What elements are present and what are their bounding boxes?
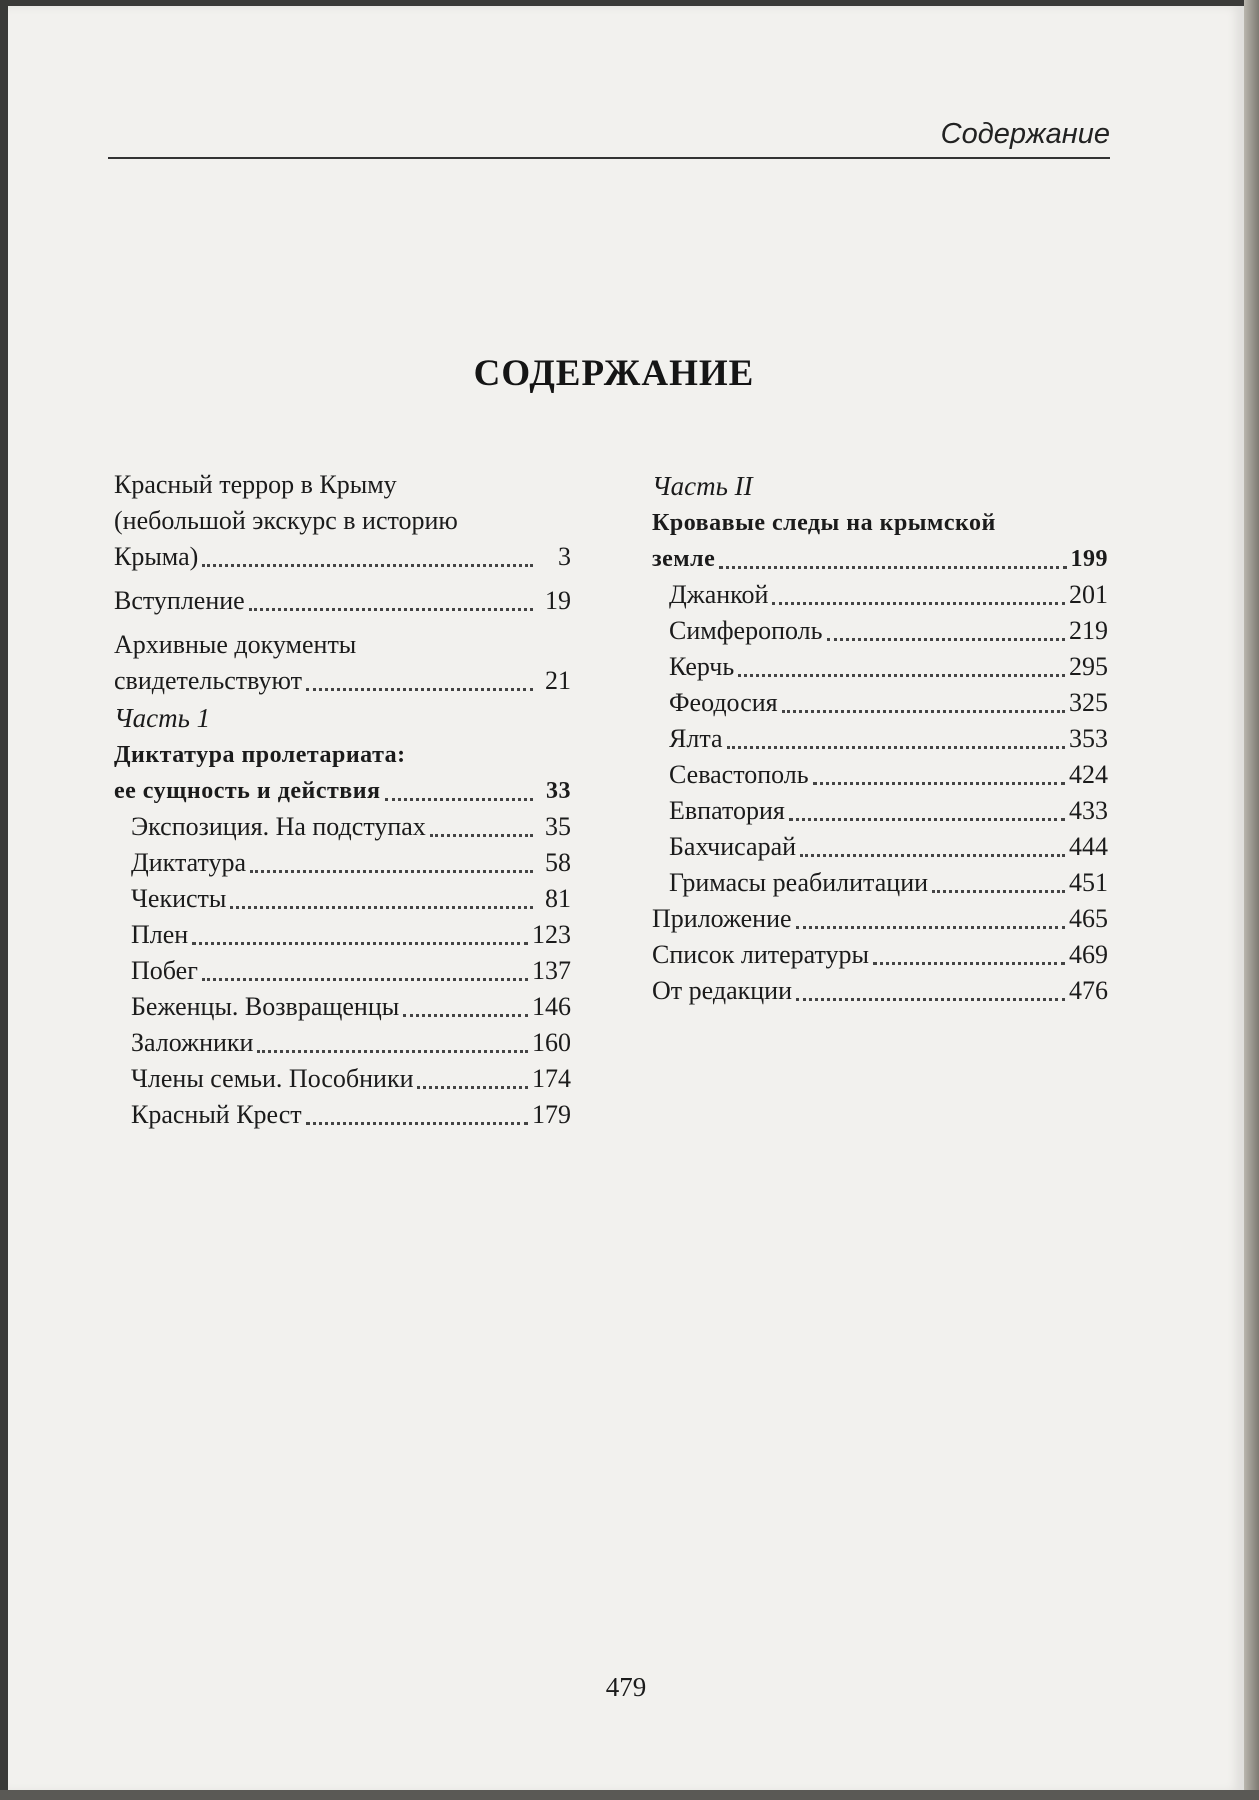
toc-entry[interactable] <box>131 1097 571 1133</box>
toc-entry-title: Заложники <box>131 1028 254 1057</box>
toc-entry-title: Список литературы <box>652 940 869 969</box>
leader-dots <box>789 818 1065 821</box>
toc-entry-line: ее сущность и действия <box>114 778 381 804</box>
toc-entry[interactable] <box>669 613 1108 649</box>
appendix-items <box>652 901 1108 1009</box>
toc-page-number: 123 <box>532 920 571 949</box>
toc-entry-red-terror[interactable] <box>114 467 571 575</box>
leader-dots <box>430 834 533 837</box>
part-1-label: Часть 1 <box>114 703 211 733</box>
leader-dots <box>250 870 533 873</box>
toc-entry[interactable] <box>669 793 1108 829</box>
toc-entry-title: Чекисты <box>131 884 227 913</box>
toc-entry[interactable] <box>131 917 571 953</box>
toc-entry-title: Диктатура <box>131 848 247 877</box>
page-title: СОДЕРЖАНИЕ <box>473 353 755 394</box>
leader-dots <box>800 854 1065 857</box>
page-edge-shadow <box>1244 0 1259 1800</box>
toc-page-number: 325 <box>1069 688 1108 717</box>
toc-entry-introduction[interactable] <box>114 583 571 619</box>
toc-entry-title: Вступление <box>114 586 245 615</box>
toc-entry-title: Беженцы. Возвращенцы <box>131 992 400 1021</box>
toc-entry-title: Побег <box>131 956 198 985</box>
leader-dots <box>782 710 1065 713</box>
leader-dots <box>257 1050 528 1053</box>
leader-dots <box>202 564 533 567</box>
toc-entry[interactable] <box>131 1025 571 1061</box>
toc-entry-line: земле <box>652 546 716 572</box>
toc-entry[interactable] <box>669 649 1108 685</box>
leader-dots <box>306 688 533 691</box>
toc-entry-title: От редакции <box>652 976 792 1005</box>
toc-entry-archive-documents[interactable] <box>114 627 571 699</box>
toc-entry-line: Диктатура пролетариата: <box>114 742 406 768</box>
toc-entry[interactable] <box>669 577 1108 613</box>
toc-entry[interactable] <box>669 721 1108 757</box>
leader-dots <box>932 890 1065 893</box>
toc-page-number: 353 <box>1069 724 1108 753</box>
page-number: 479 <box>605 1672 647 1702</box>
leader-dots <box>306 1122 528 1125</box>
leader-dots <box>202 978 528 981</box>
toc-page-number: 179 <box>532 1100 571 1129</box>
part-1-items <box>114 809 571 1133</box>
toc-page-number: 160 <box>532 1028 571 1057</box>
toc-left-column <box>114 467 571 1133</box>
toc-entry-title: Севастополь <box>669 760 809 789</box>
leader-dots <box>385 798 533 801</box>
part-2-label: Часть II <box>652 471 753 501</box>
toc-entry[interactable] <box>669 757 1108 793</box>
toc-page-number: 469 <box>1069 940 1108 969</box>
leader-dots <box>796 926 1065 929</box>
running-header: Содержание <box>108 118 1110 159</box>
toc-entry-appendix[interactable] <box>652 901 1108 937</box>
toc-entry-title: Плен <box>131 920 189 949</box>
toc-entry-title: Бахчисарай <box>669 832 797 861</box>
toc-entry-title: Симферополь <box>669 616 823 645</box>
toc-entry[interactable] <box>669 829 1108 865</box>
toc-entry-line: Крыма) <box>114 542 199 571</box>
toc-entry[interactable] <box>131 845 571 881</box>
leader-dots <box>230 906 533 909</box>
toc-entry-bibliography[interactable] <box>652 937 1108 973</box>
toc-entry[interactable] <box>669 865 1108 901</box>
toc-entry[interactable] <box>131 953 571 989</box>
toc-entry-title: Ялта <box>669 724 723 753</box>
leader-dots <box>719 566 1066 569</box>
toc-page-number: 19 <box>545 586 571 615</box>
leader-dots <box>192 942 528 945</box>
toc-entry-title: Керчь <box>669 652 735 681</box>
toc-entry-title: Члены семьи. Пособники <box>131 1064 414 1093</box>
toc-page-number: 58 <box>545 848 571 877</box>
toc-page-number: 451 <box>1069 868 1108 897</box>
toc-entry[interactable] <box>131 1061 571 1097</box>
toc-page-number: 424 <box>1069 760 1108 789</box>
toc-entry[interactable] <box>131 881 571 917</box>
toc-right-column <box>652 467 1108 1009</box>
leader-dots <box>827 638 1066 641</box>
toc-entry-part-1-title[interactable] <box>114 737 571 809</box>
leader-dots <box>772 602 1065 605</box>
toc-page-number: 81 <box>545 884 571 913</box>
toc-entry-title: Экспозиция. На подступах <box>131 812 426 841</box>
leader-dots <box>738 674 1065 677</box>
toc-entry-line: Красный террор в Крыму <box>114 470 397 499</box>
toc-entry-line: Архивные документы <box>114 630 357 659</box>
part-2-items <box>652 577 1108 901</box>
toc-entry-line: свидетельствуют <box>114 666 302 695</box>
toc-entry-title: Евпатория <box>669 796 785 825</box>
leader-dots <box>417 1086 528 1089</box>
leader-dots <box>727 746 1065 749</box>
toc-page-number: 174 <box>532 1064 571 1093</box>
toc-entry-part-2-title[interactable] <box>652 505 1108 577</box>
toc-page-number: 35 <box>545 812 571 841</box>
toc-entry[interactable] <box>131 989 571 1025</box>
toc-entry-editorial[interactable] <box>652 973 1108 1009</box>
toc-page-number: 295 <box>1069 652 1108 681</box>
toc-entry[interactable] <box>669 685 1108 721</box>
toc-page-number: 146 <box>532 992 571 1021</box>
toc-page-number: 433 <box>1069 796 1108 825</box>
leader-dots <box>813 782 1065 785</box>
toc-page-number: 199 <box>1070 546 1108 572</box>
toc-entry-title: Гримасы реабилитации <box>669 868 929 897</box>
leader-dots <box>249 608 533 611</box>
toc-page-number: 137 <box>532 956 571 985</box>
toc-page-number: 21 <box>545 666 571 695</box>
toc-entry[interactable] <box>131 809 571 845</box>
leader-dots <box>403 1014 528 1017</box>
toc-entry-title: Феодосия <box>669 688 778 717</box>
toc-page-number: 444 <box>1069 832 1108 861</box>
toc-entry-title: Джанкой <box>669 580 769 609</box>
toc-page-number: 33 <box>546 778 571 804</box>
toc-page-number: 201 <box>1069 580 1108 609</box>
toc-entry-title: Красный Крест <box>131 1100 302 1129</box>
scan-bottom-edge <box>0 1790 1259 1800</box>
toc-page-number: 465 <box>1069 904 1108 933</box>
toc-page-number: 219 <box>1069 616 1108 645</box>
toc-page-number: 476 <box>1069 976 1108 1005</box>
toc-entry-line: (небольшой экскурс в историю <box>114 506 458 535</box>
leader-dots <box>873 962 1065 965</box>
toc-entry-line: Кровавые следы на крымской <box>652 510 996 536</box>
leader-dots <box>796 998 1065 1001</box>
book-page <box>8 6 1244 1792</box>
toc-page-number: 3 <box>558 542 571 571</box>
toc-entry-title: Приложение <box>652 904 792 933</box>
